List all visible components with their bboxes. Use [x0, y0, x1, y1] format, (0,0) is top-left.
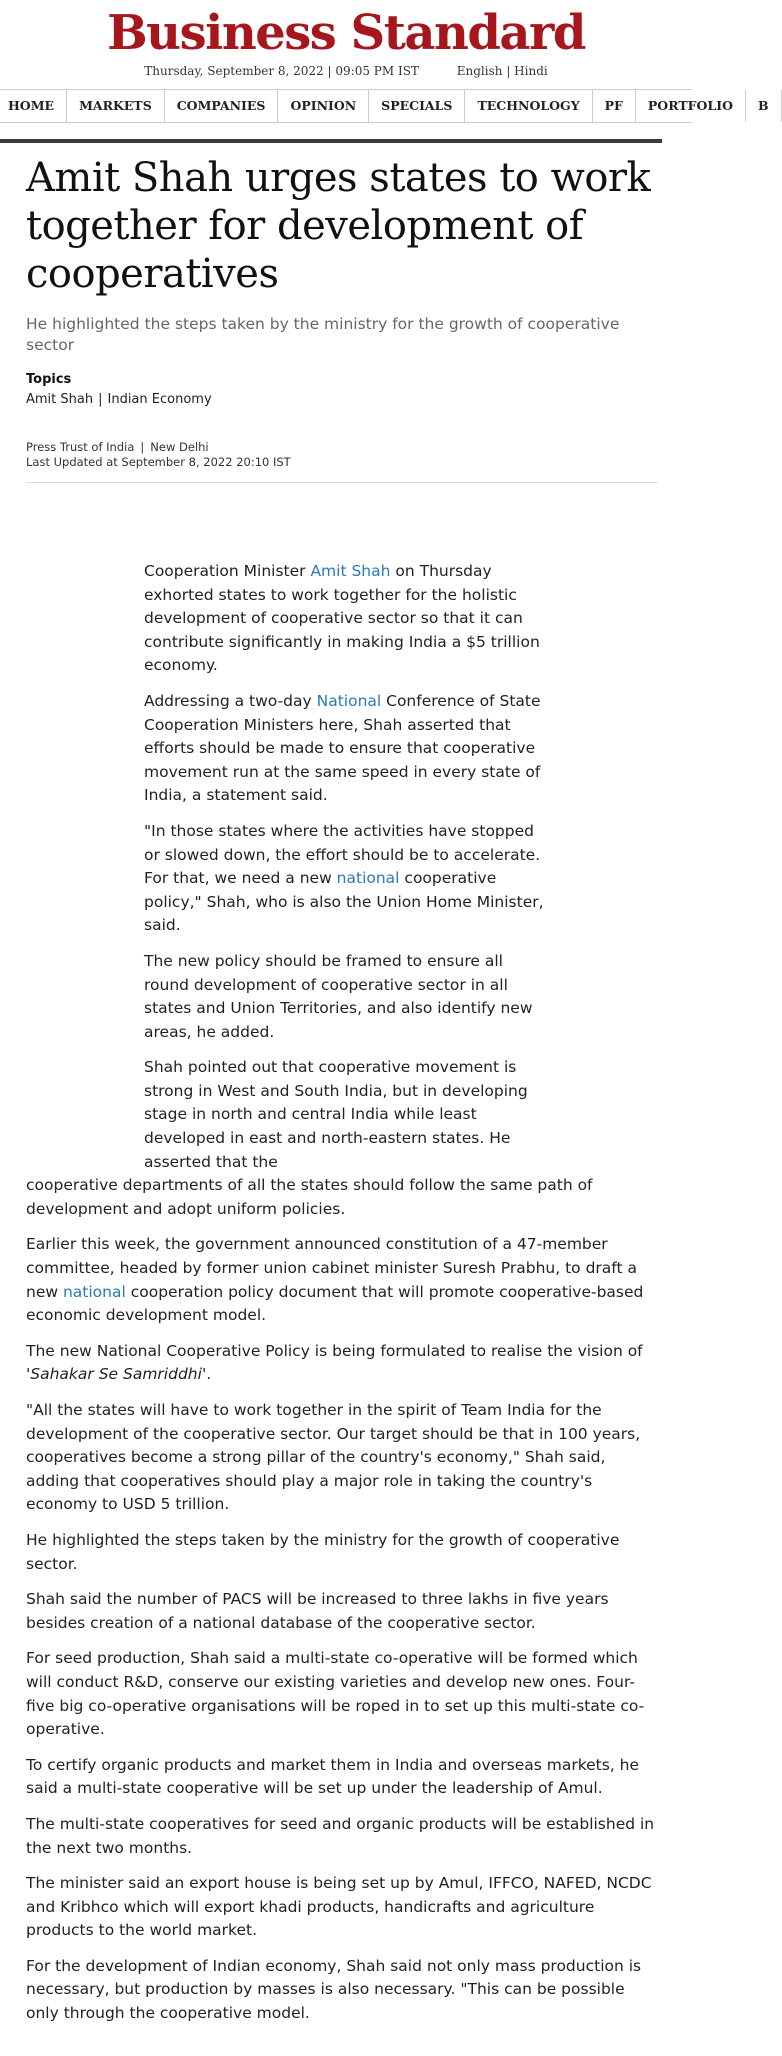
header-rule [0, 139, 662, 143]
paragraph: "All the states will have to work together in the spirit of Team India for the development of the cooperative sector. Our target should be that in 100 years, cooperatives become a strong pillar of the country's economy," Shah said, adding that cooperatives should play a major role in taking the country's economy to USD 5 trillion. [26, 1401, 641, 1514]
nav-item-portfolio[interactable]: PORTFOLIO [636, 90, 746, 122]
language-switch[interactable]: English | Hindi [456, 64, 548, 78]
paragraph [144, 690, 544, 808]
last-updated: Last Updated at September 8, 2022 20:10 IST [26, 455, 291, 469]
text: cooperation policy document that will promote cooperative-based economic development model. [26, 1282, 644, 1325]
paragraph: He highlighted the steps taken by the ministry for the growth of cooperative sector. [26, 1530, 620, 1573]
paragraph [144, 560, 544, 678]
paragraph [26, 1056, 662, 1221]
paragraph: Shah said the number of PACS will be increased to three lakhs in five years besides creation of a national database of the cooperative sector. [26, 1590, 609, 1632]
paragraph: For seed production, Shah said a multi-state co-operative will be formed which will conduct R&D, conserve our existing varieties and develop new ones. Four-five big co-operative organisations will be roped in to set up this multi-state co-operative. [26, 1649, 645, 1739]
nav-item-pf[interactable]: PF [593, 90, 636, 122]
nav-item-overflow[interactable]: B [746, 90, 782, 122]
paragraph: To certify organic products and market them in India and overseas markets, he said a multi-state cooperative will be set up under the leadership of Amul. [26, 1755, 640, 1798]
nav-item-specials[interactable]: SPECIALS [369, 90, 465, 122]
nav-item-companies[interactable]: COMPANIES [165, 90, 279, 122]
paragraph: The minister said an export house is being set up by Amul, IFFCO, NAFED, NCDC and Kribhco which will export khadi products, handicrafts and agriculture products to the world market. [26, 1874, 652, 1940]
location: New Delhi [150, 440, 209, 454]
text: Shah pointed out that cooperative movement is strong in West and South India, but in developing stage in north and central India while least developed in east and north-eastern states. He asserted that the [144, 1058, 528, 1171]
text: Cooperation Minister [144, 562, 311, 580]
site-logo[interactable]: Business Standard [107, 5, 585, 61]
nav-item-technology[interactable]: TECHNOLOGY [465, 90, 592, 122]
keyword-link[interactable]: national [62, 1282, 126, 1301]
paragraph: The new policy should be framed to ensure all round development of cooperative sector in all states and Union Territories, and also identify new areas, he added. [144, 951, 533, 1041]
article-subhead: He highlighted the steps taken by the ministry for the growth of cooperative sector [26, 315, 620, 354]
text: The new National Cooperative Policy is being formulated to realise the vision of ' [26, 1341, 643, 1384]
current-date: Thursday, September 8, 2022 | 09:05 PM IST [144, 64, 419, 78]
article-body [26, 560, 662, 2038]
emphasis: Sahakar Se Samriddhi [30, 1365, 202, 1384]
topic-link[interactable]: Amit Shah [26, 392, 94, 407]
text: '. [201, 1365, 212, 1384]
byline-divider [26, 482, 658, 483]
text: Conference of State Cooperation Ministers here, Shah asserted that efforts should be made to ensure that cooperative movement run at the same speed in every state of India, a statement said. [144, 691, 541, 805]
paragraph: For the development of Indian economy, Shah said not only mass production is necessary, but production by masses is also necessary. "This can be possible only through the cooperative model. [26, 1956, 642, 2023]
topics-list [26, 392, 212, 407]
keyword-link[interactable]: National [316, 691, 382, 710]
text: Earlier this week, the government announced constitution of a 47-member committee, headed by former union cabinet minister Suresh Prabhu, to draft a new [26, 1235, 637, 1301]
text: Addressing a two-day [144, 691, 317, 710]
article-headline: Amit Shah urges states to work together for development of cooperatives [26, 155, 651, 297]
topics-label: Topics [26, 372, 72, 387]
paragraph [26, 1233, 662, 1327]
byline [26, 440, 291, 470]
dateline [0, 64, 692, 78]
paragraph [26, 1340, 662, 1387]
nav-item-markets[interactable]: MARKETS [67, 90, 165, 122]
text: "In those states where the activities have stopped or slowed down, the effort should be to accelerate. For that, we need a new [144, 821, 541, 888]
topic-link[interactable]: Indian Economy [107, 392, 212, 407]
agency[interactable]: Press Trust of India [26, 440, 135, 454]
main-nav [0, 89, 769, 123]
masthead [0, 0, 692, 90]
text: cooperative departments of all the states should follow the same path of development and adopt uniform policies. [26, 1176, 593, 1218]
paragraph: The multi-state cooperatives for seed and organic products will be established in the next two months. [26, 1814, 655, 1857]
keyword-link[interactable]: national [336, 869, 400, 888]
keyword-link[interactable]: Amit Shah [310, 562, 391, 580]
topic-separator: | [98, 392, 103, 407]
paragraph [144, 820, 544, 938]
byline-separator: | [140, 440, 145, 454]
text: cooperative policy," Shah, who is also the Union Home Minister, said. [144, 869, 544, 935]
nav-item-opinion[interactable]: OPINION [278, 90, 369, 122]
nav-item-home[interactable]: HOME [0, 90, 67, 122]
text: on Thursday exhorted states to work together for the holistic development of cooperative sector so that it can contribute significantly in making India a $5 trillion economy. [144, 562, 540, 675]
